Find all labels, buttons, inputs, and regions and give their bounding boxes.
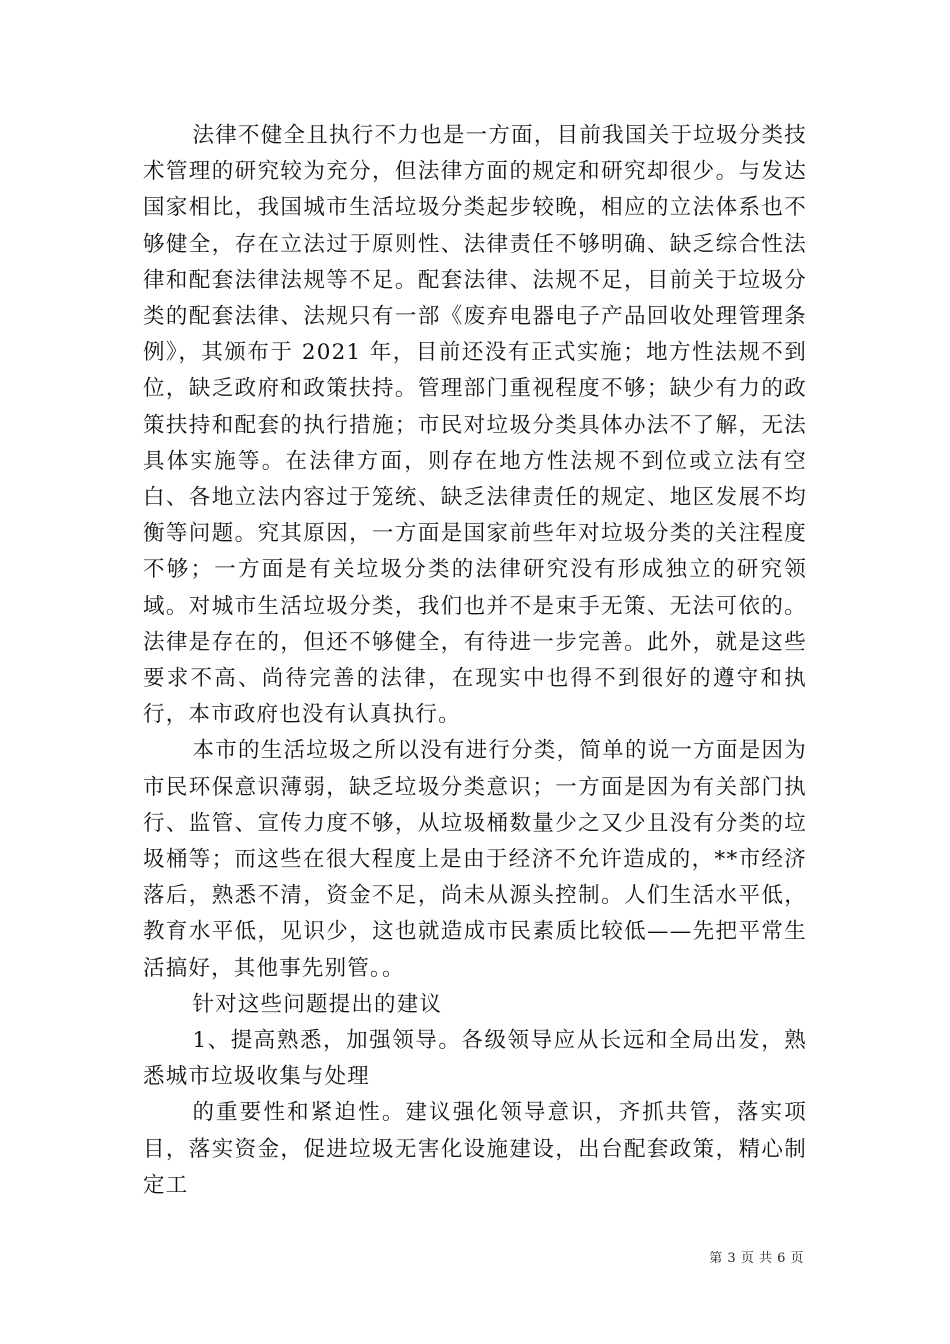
page-number-footer: 第 3 页 共 6 页 [709,1251,804,1266]
document-body [143,118,807,1204]
paragraph-causes: 本市的生活垃圾之所以没有进行分类，简单的说一方面是因为市民环保意识薄弱，缺乏垃圾分类意识；一方面是因为有关部门执行、监管、宣传力度不够，从垃圾桶数量少之又少且没有分类的垃圾桶等；而这些在很大程度上是由于经济不允许造成的，**市经济落后，熟悉不清，资金不足，尚未从源头控制。人们生活水平低，教育水平低，见识少，这也就造成市民素质比较低——先把平常生活搞好，其他事先别管。。 [143,738,807,981]
paragraph-law: 法律不健全且执行不力也是一方面，目前我国关于垃圾分类技术管理的研究较为充分，但法律方面的规定和研究却很少。与发达国家相比，我国城市生活垃圾分类起步较晚，相应的立法体系也不够健全，存在立法过于原则性、法律责任不够明确、缺乏综合性法律和配套法律法规等不足。配套法律、法规不足，目前关于垃圾分类的配套法律、法规只有一部《废弃电器电子产品回收处理管理条例》，其颁布于 2021 年，目前还没有正式实施；地方性法规不到位，缺乏政府和政策扶持。管理部门重视程度不够；缺少有力的政策扶持和配套的执行措施；市民对垃圾分类具体办法不了解，无法具体实施等。在法律方面，则存在地方性法规不到位或立法有空白、各地立法内容过于笼统、缺乏法律责任的规定、地区发展不均衡等问题。究其原因，一方面是国家前些年对垃圾分类的关注程度不够；一方面是有关垃圾分类的法律研究没有形成独立的研究领域。对城市生活垃圾分类，我们也并不是束手无策、无法可依的。法律是存在的，但还不够健全，有待进一步完善。此外，就是这些要求不高、尚待完善的法律，在现实中也得不到很好的遵守和执行，本市政府也没有认真执行。 [143,123,807,728]
paragraph-suggestion-1: 1、提高熟悉，加强领导。各级领导应从长远和全局出发，熟悉城市垃圾收集与处理 [143,1028,807,1090]
paragraph-suggestion-1-continued: 的重要性和紧迫性。建议强化领导意识，齐抓共管，落实项目，落实资金，促进垃圾无害化设施建设，出台配套政策，精心制定工 [143,1100,807,1198]
paragraph-suggestions-heading: 针对这些问题提出的建议 [192,991,443,1017]
